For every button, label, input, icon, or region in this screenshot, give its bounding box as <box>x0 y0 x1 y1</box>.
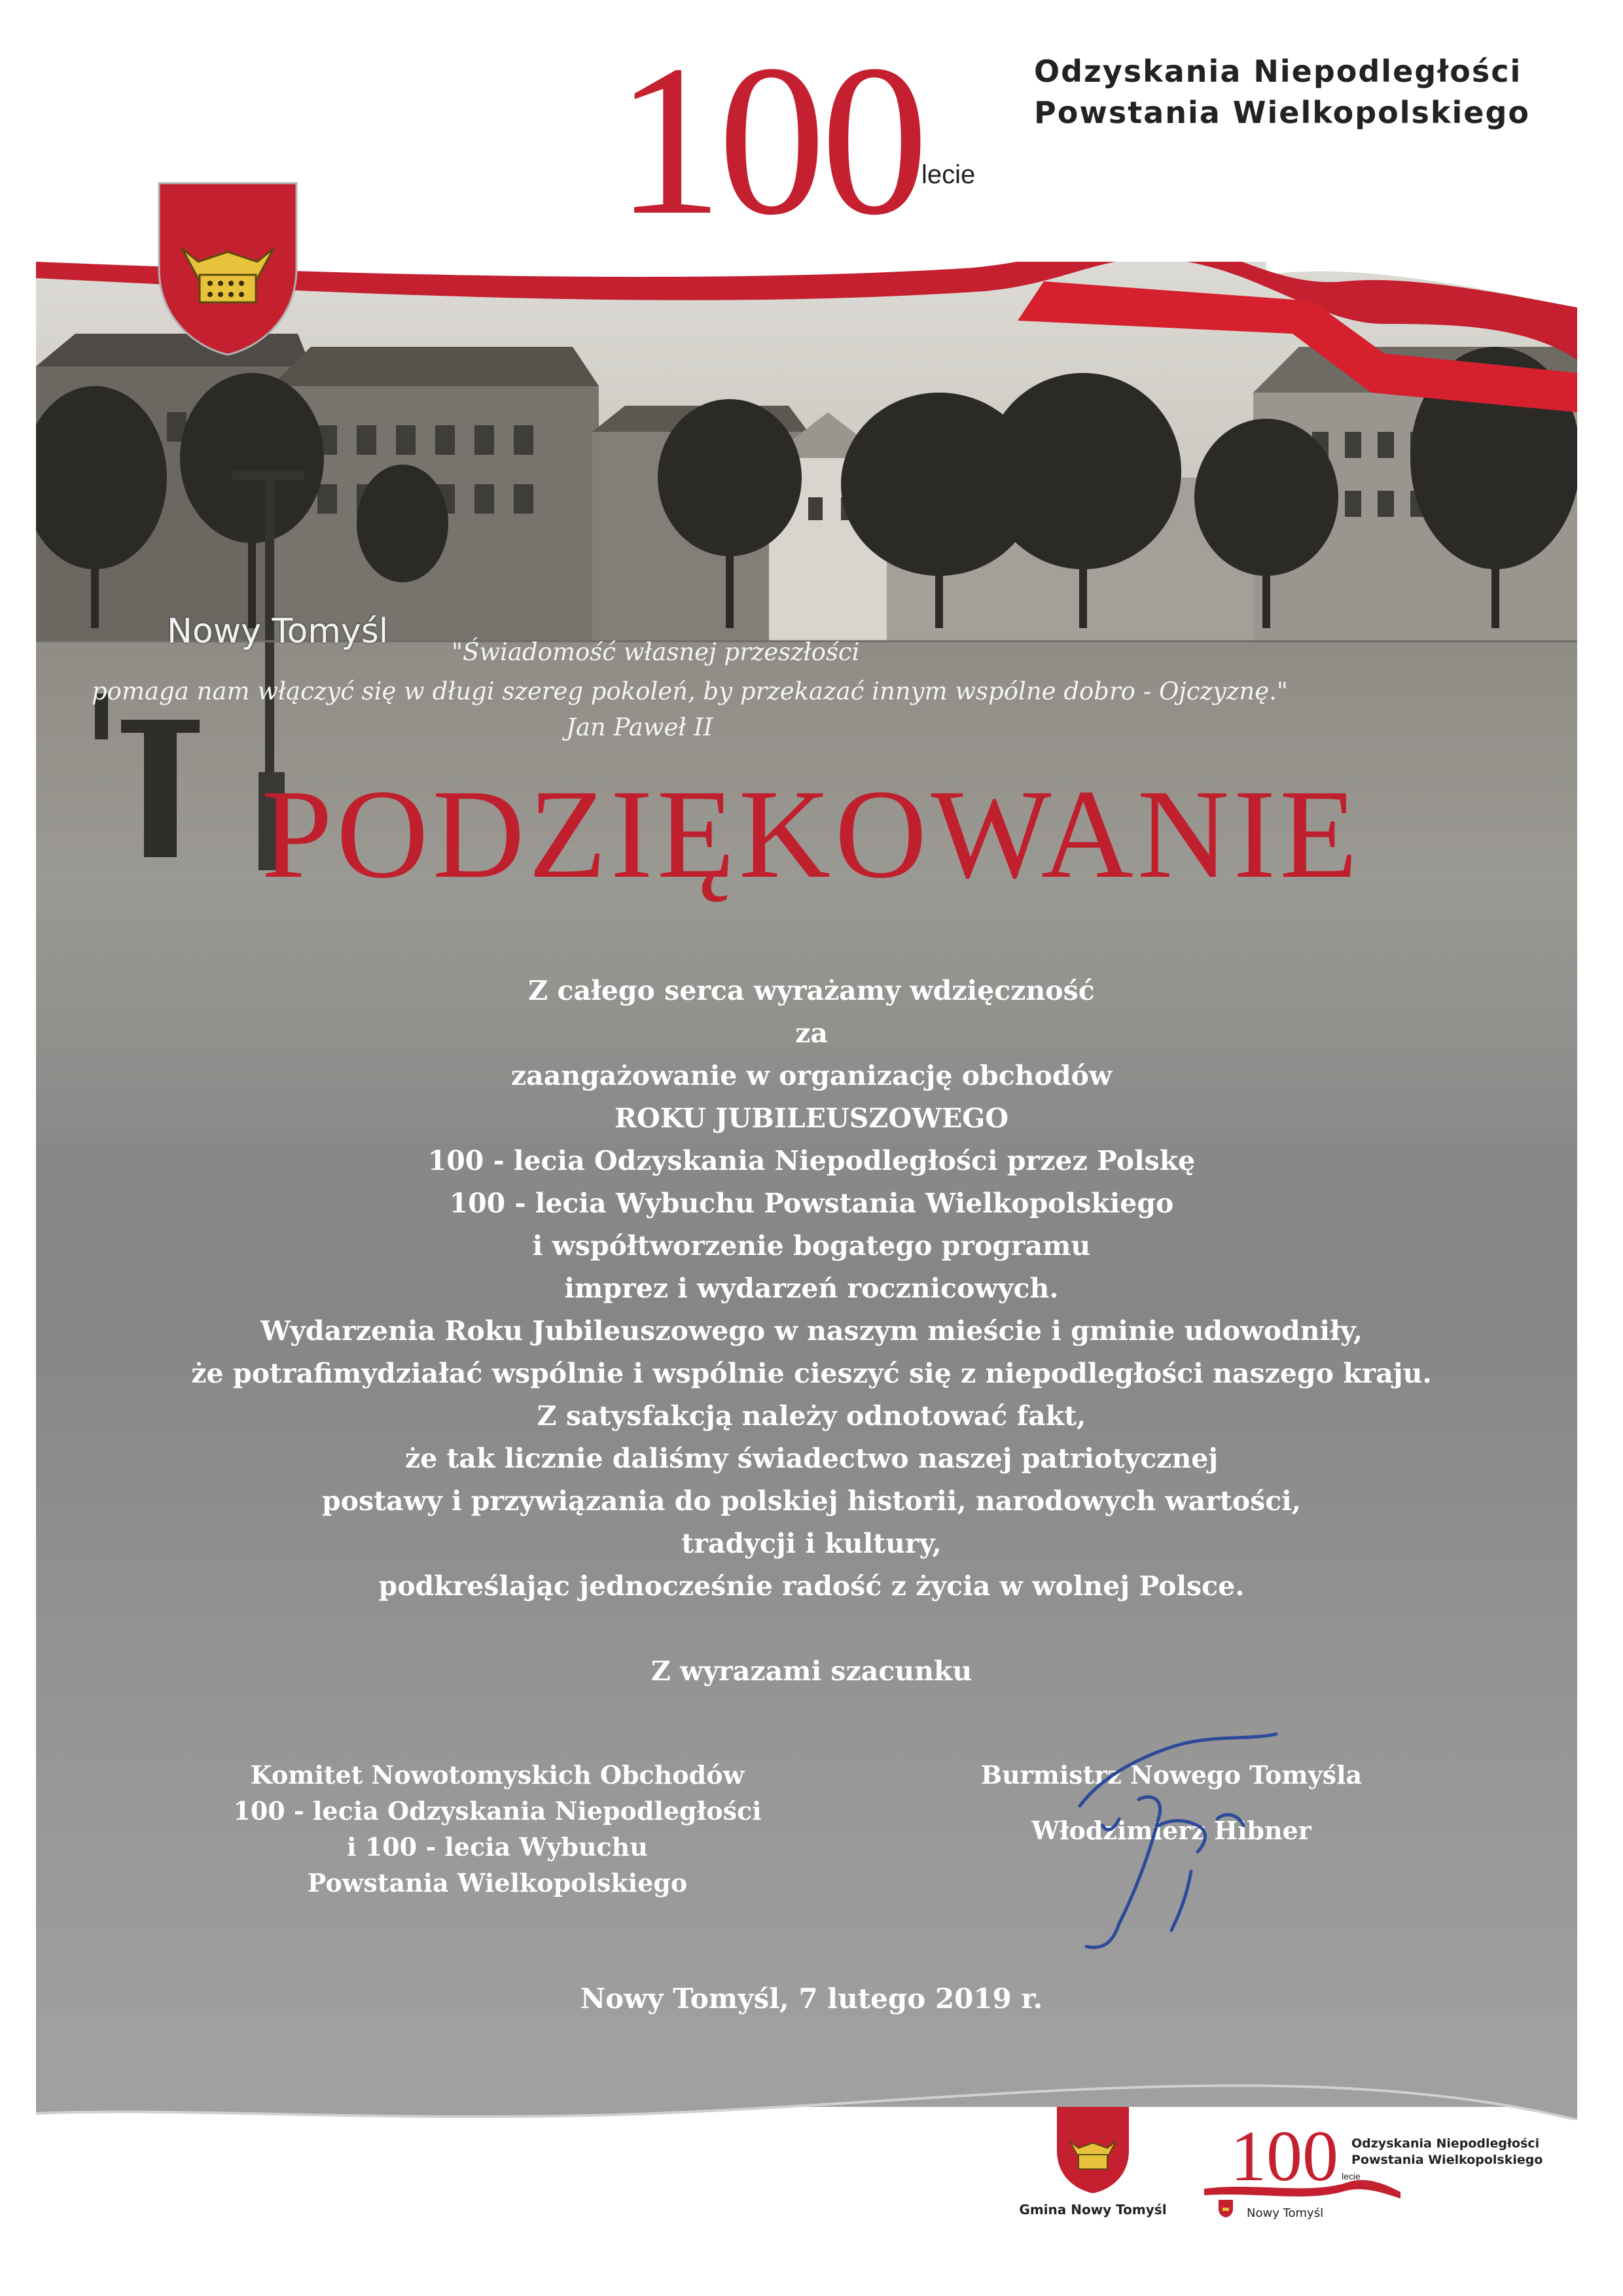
coat-of-arms-icon <box>1217 2199 1234 2218</box>
mayor-signature <box>1041 1721 1315 1983</box>
body-line: imprez i wydarzeń rocznicowych. <box>564 1273 1059 1304</box>
committee-line: 100 - lecia Odzyskania Niepodległości <box>233 1796 762 1826</box>
footer-heading-line2: Powstania Wielkopolskiego <box>1351 2153 1543 2167</box>
footer-heading-line1: Odzyskania Niepodległości <box>1351 2136 1540 2151</box>
body-line: Z satysfakcją należy odnotować fakt, <box>537 1400 1086 1432</box>
body-line: zaangażowanie w organizację obchodów <box>510 1060 1113 1091</box>
quote-line-1: "Świadomość własnej przeszłości <box>452 638 860 666</box>
jubilee-heading-line2: Powstania Wielkopolskiego <box>1034 95 1530 130</box>
jubilee-heading-line1: Odzyskania Niepodległości <box>1034 54 1522 89</box>
body-line: postawy i przywiązania do polskiej historii, narodowych wartości, <box>321 1485 1302 1517</box>
town-name-label: Nowy Tomyśl <box>167 612 389 651</box>
body-line: ROKU JUBILEUSZOWEGO <box>614 1103 1009 1134</box>
body-line: że potrafimydziałać wspólnie i wspólnie cieszyć się z niepodległości naszego kraju. <box>191 1358 1432 1389</box>
footer-town-label: Nowy Tomyśl <box>1247 2206 1324 2220</box>
body-line: i współtworzenie bogatego programu <box>532 1230 1091 1262</box>
body-line: Wydarzenia Roku Jubileuszowego w naszym mieście i gminie udowodniły, <box>260 1315 1363 1347</box>
mayor-name: Włodzimierz Hibner <box>1031 1816 1311 1845</box>
committee-line: i 100 - lecia Wybuchu <box>347 1832 648 1862</box>
body-line: za <box>795 1017 828 1049</box>
body-line: 100 - lecia Odzyskania Niepodległości przez Polskę <box>427 1145 1196 1176</box>
body-line: 100 - lecia Wybuchu Powstania Wielkopolskiego <box>449 1188 1174 1219</box>
quote-line-2: pomaga nam włączyć się w długi szereg pokoleń, by przekazać innym wspólne dobro - Ojczyznę." <box>92 677 1288 705</box>
mayor-title: Burmistrz Nowego Tomyśla <box>980 1760 1363 1790</box>
quote-author: Jan Paweł II <box>566 713 713 741</box>
gmina-logo-label: Gmina Nowy Tomyśl <box>1019 2202 1167 2217</box>
committee-line: Powstania Wielkopolskiego <box>307 1868 688 1898</box>
date-place: Nowy Tomyśl, 7 lutego 2019 r. <box>580 1983 1043 2015</box>
bottom-wave <box>0 2015 1623 2120</box>
coat-of-arms-icon <box>152 177 303 360</box>
coat-of-arms-icon <box>1054 2104 1132 2195</box>
jubilee-lecie-label: lecie <box>921 160 976 189</box>
footer-ribbon <box>1204 2176 1400 2202</box>
footer-lecie-label: lecie <box>1342 2171 1361 2181</box>
body-line: Z całego serca wyrażamy wdzięczność <box>528 975 1095 1006</box>
footer-100-numeral: 100 <box>1230 2116 1338 2196</box>
body-line: tradycji i kultury, <box>681 1528 942 1559</box>
closing-phrase: Z wyrazami szacunku <box>651 1655 972 1687</box>
committee-line: Komitet Nowotomyskich Obchodów <box>250 1760 745 1790</box>
body-line: że tak licznie daliśmy świadectwo naszej patriotycznej <box>404 1443 1219 1474</box>
page-title: PODZIĘKOWANIE <box>261 764 1362 905</box>
body-line: podkreślając jednocześnie radość z życia w wolnej Polsce. <box>378 1570 1245 1602</box>
jubilee-100-numeral: 100 <box>615 21 923 260</box>
